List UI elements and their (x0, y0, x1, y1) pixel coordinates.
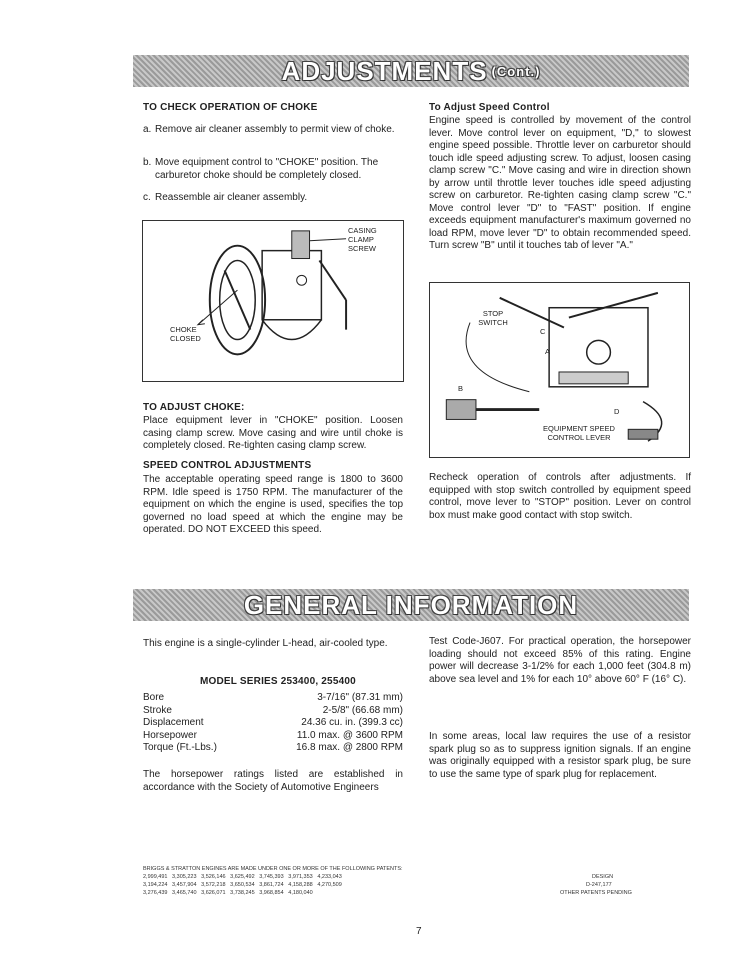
casing-clamp-screw-label: CASING CLAMP SCREW (348, 226, 377, 253)
check-choke-heading: TO CHECK OPERATION OF CHOKE (143, 102, 318, 113)
general-information-banner (133, 589, 689, 621)
banner-cont: (Cont.) (491, 63, 541, 79)
test-code-text: Test Code-J607. For practical operation, the horsepower loading should not exceed 85% of this rating. Engine power will decrease 3-1/2% for each 1,000 feet (304.8 m) above sea level and 1% for each 10° above 60° F (16° C). (429, 636, 691, 685)
spec-row: Displacement 24.36 cu. in. (399.3 cc) (143, 717, 403, 728)
equipment-speed-control-lever-label: EQUIPMENT SPEED CONTROL LEVER (543, 424, 615, 442)
design-number: D-247,177 (586, 882, 612, 888)
engine-type-text: This engine is a single-cylinder L-head, air-cooled type. (143, 638, 388, 649)
spec-row: Stroke 2-5/8" (66.68 mm) (143, 704, 403, 716)
banner2-title: GENERAL INFORMATION (243, 589, 579, 620)
adjust-speed-text: Engine speed is controlled by movement of the control lever. Move control lever on equipment, "D," to slowest engine speed possible. Throttle lever on carburetor should touch idle speed adjusting screw. To adjust, loosen casing clamp screw "C." Move casing and wire in direction shown by arrow until throttle lever touches idle speed adjusting screw on carburetor. Re-tighten casing clamp screw "C." Move control lever "D" to "FAST" position. If engine exceeds equipment manufacturer's maximum governed no load RPM, move lever "D" to obtain recommended speed. Turn screw "B" until it touches tab of lever "A." (429, 115, 691, 251)
page-number: 7 (416, 926, 422, 937)
banner-title: ADJUSTMENTS (281, 55, 488, 86)
resistor-text: In some areas, local law requires the use of a resistor spark plug so as to suppress ignition signals. If an engine was originally equipped with a resistor spark plug, be sure to use the same type of spark plug for replacement. (429, 731, 691, 780)
patents-row: 3,194,224 3,457,904 3,572,218 3,650,534 3,861,724 4,158,288 4,270,509 (143, 882, 342, 888)
stop-switch-label: STOP SWITCH (478, 309, 508, 327)
choke-step-a: a. Remove air cleaner assembly to permit view of choke. (143, 124, 395, 135)
spec-row: Horsepower 11.0 max. @ 3600 RPM (143, 729, 403, 741)
choke-step-b: b. Move equipment control to "CHOKE" position. The carburetor choke should be completely closed. (143, 157, 379, 181)
patents-row: 2,999,491 3,305,223 3,526,146 3,625,492 3,745,393 3,971,353 4,233,043 (143, 874, 342, 880)
speed-control-text: The acceptable operating speed range is 1800 to 3600 RPM. Idle speed is 1750 RPM. The manufacturer of the equipment on which the engine is used, specifies the top governed no load speed at which the engine may be operated. DO NOT EXCEED this speed. (143, 474, 403, 535)
label-a: A (545, 347, 551, 356)
patents-pending: OTHER PATENTS PENDING (560, 890, 632, 896)
label-c: C (540, 327, 546, 336)
patents-header: BRIGGS & STRATTON ENGINES ARE MADE UNDER ONE OR MORE OF THE FOLLOWING PATENTS: (143, 866, 403, 872)
label-b: B (458, 384, 464, 393)
adjust-choke-text: Place equipment lever in "CHOKE" position. Loosen casing clamp screw. Move casing and wire until choke is completely closed. Re-tighten casing clamp screw. (143, 415, 403, 451)
choke-step-c: c. Reassemble air cleaner assembly. (143, 192, 308, 203)
spec-row: Torque (Ft.-Lbs.) 16.8 max. @ 2800 RPM (143, 742, 403, 753)
label-d: D (614, 407, 620, 416)
spec-table (143, 692, 403, 755)
ratings-text: The horsepower ratings listed are established in accordance with the Society of Automotive Engineers (143, 769, 403, 793)
adjust-speed-heading: To Adjust Speed Control (429, 102, 550, 113)
speed-control-heading: SPEED CONTROL ADJUSTMENTS (143, 460, 312, 471)
patents-row: 3,276,439 3,465,740 3,626,071 3,738,245 3,968,854 4,180,040 (143, 890, 313, 896)
adjustments-banner (133, 55, 689, 87)
model-series-heading: MODEL SERIES 253400, 255400 (200, 676, 356, 687)
recheck-text: Recheck operation of controls after adjustments. If equipped with stop switch controlled by equipment speed control, move lever to "STOP" position. Lever on control box must make good contact with stop switch. (429, 472, 691, 521)
choke-closed-label: CHOKE CLOSED (170, 325, 201, 343)
design-label: DESIGN (592, 874, 614, 880)
spec-row: Bore 3-7/16" (87.31 mm) (143, 692, 403, 703)
adjust-choke-heading: TO ADJUST CHOKE: (143, 402, 245, 413)
